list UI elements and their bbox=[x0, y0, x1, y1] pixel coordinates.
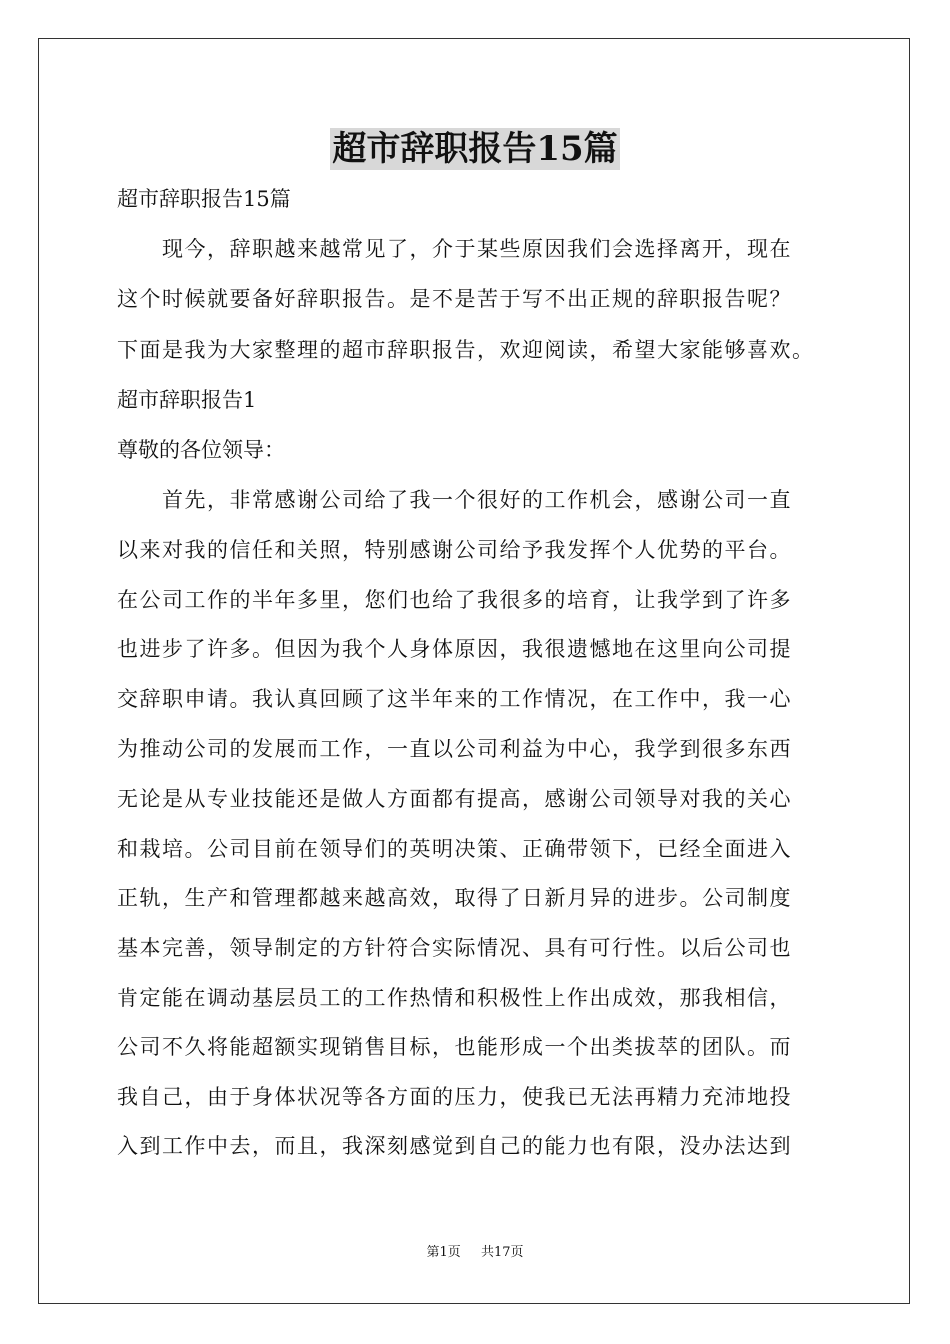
intro-line: 这个时候就要备好辞职报告。是不是苦于写不出正规的辞职报告呢？ bbox=[117, 287, 792, 311]
salutation: 尊敬的各位领导： bbox=[117, 438, 285, 462]
document-subtitle: 超市辞职报告15篇 bbox=[117, 187, 291, 211]
body-line: 公司不久将能超额实现销售目标，也能形成一个出类拔萃的团队。而 bbox=[117, 1035, 792, 1059]
intro-line: 现今，辞职越来越常见了，介于某些原因我们会选择离开，现在 bbox=[117, 237, 792, 261]
body-line: 我自己，由于身体状况等各方面的压力，使我已无法再精力充沛地投 bbox=[117, 1085, 792, 1109]
body-line: 为推动公司的发展而工作，一直以公司利益为中心，我学到很多东西 bbox=[117, 737, 792, 761]
title-container bbox=[0, 128, 950, 170]
page-border bbox=[38, 38, 910, 1304]
body-line: 正轨，生产和管理都越来越高效，取得了日新月异的进步。公司制度 bbox=[117, 886, 792, 910]
body-line: 在公司工作的半年多里，您们也给了我很多的培育，让我学到了许多 bbox=[117, 588, 792, 612]
page-number: 第1页 bbox=[426, 1245, 461, 1260]
document-title: 超市辞职报告15篇 bbox=[332, 129, 618, 169]
body-line: 也进步了许多。但因为我个人身体原因，我很遗憾地在这里向公司提 bbox=[117, 637, 792, 661]
page-footer bbox=[0, 1244, 950, 1262]
body-line: 和栽培。公司目前在领导们的英明决策、正确带领下，已经全面进入 bbox=[117, 837, 792, 861]
body-line: 以来对我的信任和关照，特别感谢公司给予我发挥个人优势的平台。 bbox=[117, 538, 792, 562]
intro-line: 下面是我为大家整理的超市辞职报告，欢迎阅读，希望大家能够喜欢。 bbox=[117, 338, 815, 362]
section-heading: 超市辞职报告1 bbox=[117, 388, 257, 412]
body-line: 首先，非常感谢公司给了我一个很好的工作机会，感谢公司一直 bbox=[117, 488, 792, 512]
body-line: 基本完善，领导制定的方针符合实际情况、具有可行性。以后公司也 bbox=[117, 936, 792, 960]
body-line: 入到工作中去，而且，我深刻感觉到自己的能力也有限，没办法达到 bbox=[117, 1134, 792, 1158]
total-pages: 共17页 bbox=[480, 1245, 524, 1260]
body-line: 无论是从专业技能还是做人方面都有提高，感谢公司领导对我的关心 bbox=[117, 787, 792, 811]
body-line: 肯定能在调动基层员工的工作热情和积极性上作出成效，那我相信， bbox=[117, 986, 792, 1010]
body-line: 交辞职申请。我认真回顾了这半年来的工作情况，在工作中，我一心 bbox=[117, 687, 792, 711]
